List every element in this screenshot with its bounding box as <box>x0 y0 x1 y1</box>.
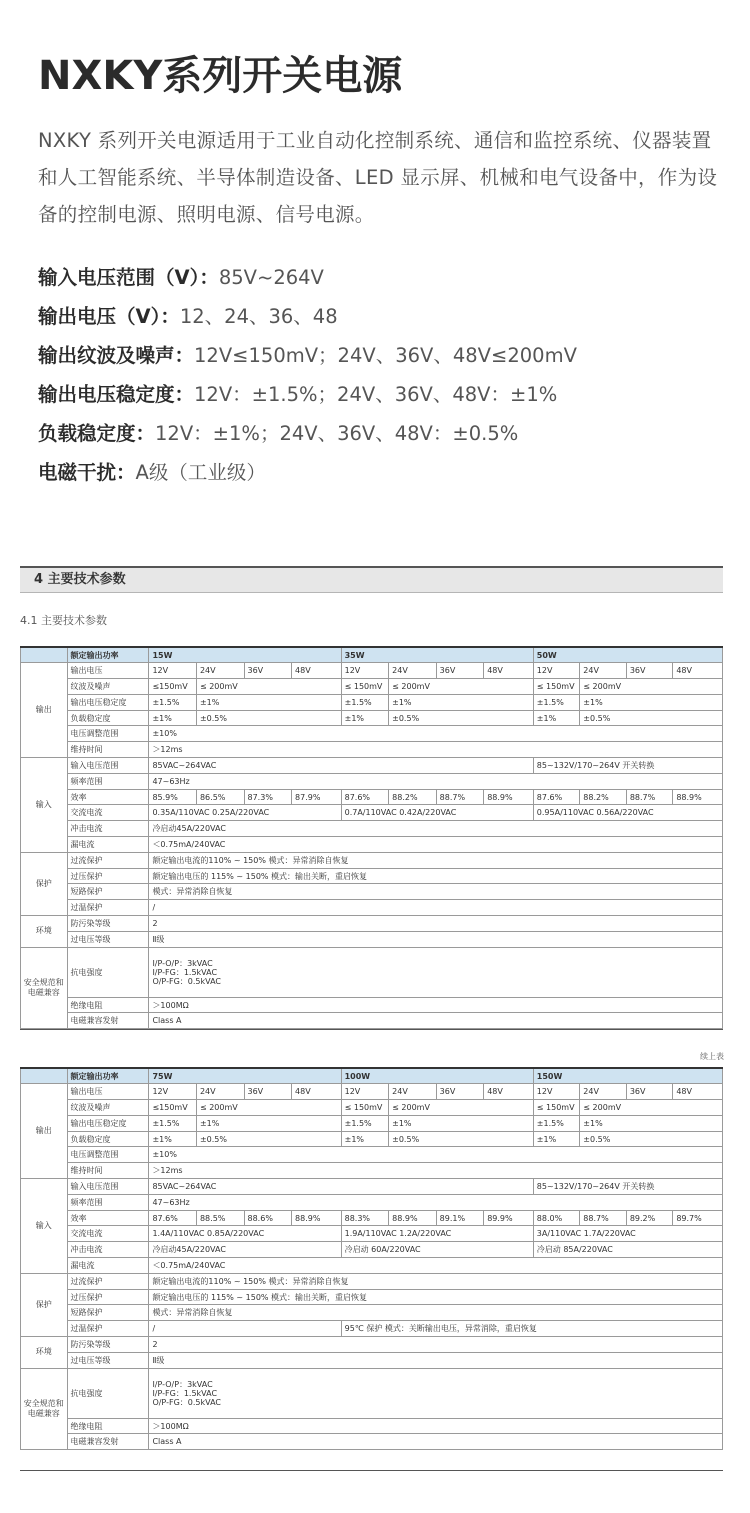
table-cell: 12V <box>533 1084 580 1100</box>
table-cell: ＜0.75mA/240VAC <box>149 837 723 853</box>
spec-value: 12、24、36、48 <box>179 305 338 328</box>
table-cell: 输出电压稳定度 <box>67 1115 149 1131</box>
table-cell: 过电压等级 <box>67 1352 149 1368</box>
table-cell: 12V <box>149 663 197 679</box>
table-row <box>21 884 723 900</box>
table-cell: 88.3% <box>341 1210 389 1226</box>
section-label: 保护 <box>21 852 68 915</box>
spec-value: 12V：±1.5%；24V、36V、48V：±1% <box>194 383 558 406</box>
table-cell: 89.7% <box>673 1210 723 1226</box>
table-end-rule <box>20 1029 723 1030</box>
table-cell: 87.6% <box>341 789 389 805</box>
spec-value: 12V≤150mV；24V、36V、48V≤200mV <box>194 344 577 367</box>
table-row <box>21 1210 723 1226</box>
table-cell: ≤150mV <box>149 1100 197 1116</box>
table-cell: ±1% <box>196 1115 341 1131</box>
table-cell: 模式：异常消除自恢复 <box>149 1305 723 1321</box>
table-cell: 36V <box>626 663 673 679</box>
table-cell: 负载稳定度 <box>67 1131 149 1147</box>
table-cell: 36V <box>436 1084 484 1100</box>
table-cell: ±1% <box>341 710 389 726</box>
table-cell: 交流电流 <box>67 805 149 821</box>
table-cell: 88.2% <box>580 789 627 805</box>
header-cell: 75W <box>149 1068 341 1084</box>
table-cell: 额定输出电压的 115% ~ 150% 模式：输出关断，重启恢复 <box>149 868 723 884</box>
table-cell: ±0.5% <box>580 1131 723 1147</box>
table-cell: 冷启动45A/220VAC <box>149 821 723 837</box>
table-cell: ≤ 200mV <box>389 1100 534 1116</box>
table-cell: ±1.5% <box>341 1115 389 1131</box>
table-cell: 维持时间 <box>67 1163 149 1179</box>
table-cell: 88.9% <box>389 1210 437 1226</box>
table-cell: ≤ 150mV <box>533 1100 580 1116</box>
table-cell: 电压调整范围 <box>67 1147 149 1163</box>
table-cell: 88.9% <box>292 1210 342 1226</box>
table-cell: 87.6% <box>533 789 580 805</box>
table-cell: 24V <box>580 1084 627 1100</box>
table-cell: 电压调整范围 <box>67 726 149 742</box>
table-cell: ±1.5% <box>149 1115 197 1131</box>
table-cell: 输出电压 <box>67 1084 149 1100</box>
table-row <box>21 852 723 868</box>
table-cell: 抗电强度 <box>67 1368 149 1418</box>
continued-label: 续上表 <box>700 1052 724 1061</box>
table-cell: Class A <box>149 1013 723 1029</box>
table-row <box>21 900 723 916</box>
table-cell: ±1.5% <box>533 1115 580 1131</box>
spec-table-2 <box>20 1067 723 1450</box>
section-label: 输入 <box>21 758 68 853</box>
table-cell: 3A/110VAC 1.7A/220VAC <box>533 1226 722 1242</box>
section-label: 安全规范和电磁兼容 <box>21 1368 68 1450</box>
table-cell: 1.4A/110VAC 0.85A/220VAC <box>149 1226 341 1242</box>
table-cell: 交流电流 <box>67 1226 149 1242</box>
table-row <box>21 1163 723 1179</box>
section-label: 安全规范和电磁兼容 <box>21 947 68 1029</box>
table-cell: 12V <box>341 1084 389 1100</box>
table-cell: 输入电压范围 <box>67 1179 149 1195</box>
table-cell: ±1.5% <box>341 694 389 710</box>
table-cell: 88.7% <box>580 1210 627 1226</box>
table-cell: 冷启动 85A/220VAC <box>533 1242 722 1258</box>
table-cell: 24V <box>196 1084 244 1100</box>
table-cell: 2 <box>149 1337 723 1353</box>
spec-label: 负载稳定度： <box>38 422 156 445</box>
section-label: 环境 <box>21 916 68 948</box>
section-header: 4 主要技术参数 <box>20 566 723 593</box>
table-cell: 88.7% <box>436 789 484 805</box>
table-cell: 纹波及噪声 <box>67 679 149 695</box>
table-cell: 过温保护 <box>67 900 149 916</box>
table-cell: ≤150mV <box>149 679 197 695</box>
table-row <box>21 868 723 884</box>
table-cell: 12V <box>341 663 389 679</box>
table-cell: 短路保护 <box>67 1305 149 1321</box>
table-row <box>21 1131 723 1147</box>
table-cell: 冷启动45A/220VAC <box>149 1242 341 1258</box>
table-cell: 电磁兼容发射 <box>67 1013 149 1029</box>
table-row <box>21 805 723 821</box>
table-cell: 过流保护 <box>67 1273 149 1289</box>
table-cell: ±1% <box>196 694 341 710</box>
table-cell: 冲击电流 <box>67 1242 149 1258</box>
table-cell: ＞12ms <box>149 1163 723 1179</box>
table-cell: 88.7% <box>626 789 673 805</box>
table-cell: / <box>149 900 723 916</box>
header-cell: 50W <box>533 647 722 663</box>
spec-value: 12V：±1%；24V、36V、48V：±0.5% <box>155 422 519 445</box>
table-row <box>21 1321 723 1337</box>
table-row <box>21 1418 723 1434</box>
table-row <box>21 1305 723 1321</box>
table-cell: 36V <box>244 663 292 679</box>
table-row <box>21 1100 723 1116</box>
table-row <box>21 997 723 1013</box>
table-cell: 12V <box>533 663 580 679</box>
table-cell: ±10% <box>149 726 723 742</box>
table-cell: / <box>149 1321 341 1337</box>
table-cell: 漏电流 <box>67 837 149 853</box>
table-cell: ≤ 150mV <box>533 679 580 695</box>
table-row <box>21 773 723 789</box>
table-cell: ±1% <box>149 710 197 726</box>
table-cell: 85VAC~264VAC <box>149 758 533 774</box>
table-cell: 48V <box>292 663 342 679</box>
spec-line <box>38 301 728 340</box>
table-cell: ≤ 200mV <box>580 1100 723 1116</box>
table-row <box>21 742 723 758</box>
table-row <box>21 1337 723 1353</box>
table-cell: ±1.5% <box>149 694 197 710</box>
table-cell: 输出电压稳定度 <box>67 694 149 710</box>
table-cell: 47~63Hz <box>149 773 723 789</box>
header-cell: 100W <box>341 1068 533 1084</box>
table-cell: 87.6% <box>149 1210 197 1226</box>
table-cell: ≤ 150mV <box>341 679 389 695</box>
table-cell: 额定输出电压的 115% ~ 150% 模式：输出关断，重启恢复 <box>149 1289 723 1305</box>
table-cell: 36V <box>626 1084 673 1100</box>
table-cell: 87.3% <box>244 789 292 805</box>
table-cell: 额定输出电流的110% ~ 150% 模式：异常消除自恢复 <box>149 852 723 868</box>
table-row <box>21 837 723 853</box>
section-label: 输出 <box>21 1084 68 1179</box>
spec-line <box>38 457 728 496</box>
table-row <box>21 1434 723 1450</box>
table-cell: 36V <box>244 1084 292 1100</box>
table-cell: 0.95A/110VAC 0.56A/220VAC <box>533 805 722 821</box>
table-row <box>21 1115 723 1131</box>
table-row <box>21 916 723 932</box>
table-cell: 频率范围 <box>67 1194 149 1210</box>
table-cell: ＜0.75mA/240VAC <box>149 1258 723 1274</box>
table-cell: 87.9% <box>292 789 342 805</box>
table-cell: ±1% <box>389 694 534 710</box>
table-cell: ≤ 200mV <box>389 679 534 695</box>
table-row <box>21 679 723 695</box>
table-cell: 额定输出电流的110% ~ 150% 模式：异常消除自恢复 <box>149 1273 723 1289</box>
table-row <box>21 931 723 947</box>
table-cell: 48V <box>484 663 534 679</box>
table-cell: 88.6% <box>244 1210 292 1226</box>
table-cell: 89.1% <box>436 1210 484 1226</box>
table-cell: 防污染等级 <box>67 916 149 932</box>
table-cell: I/P-O/P：3kVAC I/P-FG：1.5kVAC O/P-FG：0.5kVAC <box>149 947 723 997</box>
table-row <box>21 647 723 663</box>
table-row <box>21 1258 723 1274</box>
table-cell: ±0.5% <box>580 710 723 726</box>
table-row <box>21 663 723 679</box>
key-specs <box>38 262 728 496</box>
spec-line <box>38 418 728 457</box>
table-cell: 88.9% <box>673 789 723 805</box>
table-cell: ＞12ms <box>149 742 723 758</box>
table-cell: 24V <box>580 663 627 679</box>
table-cell: 85~132V/170~264V 开关转换 <box>533 1179 722 1195</box>
table-end-rule <box>20 1470 723 1471</box>
intro-paragraph: NXKY 系列开关电源适用于工业自动化控制系统、通信和监控系统、仪器装置和人工智能系统、半导体制造设备、LED 显示屏、机械和电气设备中，作为设备的控制电源、照明电源、信号电源。 <box>38 129 718 226</box>
table-row <box>21 726 723 742</box>
spec-label: 输入电压范围（V）： <box>38 266 219 289</box>
spec-label: 输出纹波及噪声： <box>38 344 195 367</box>
table-cell: 24V <box>196 663 244 679</box>
spec-label: 输出电压稳定度： <box>38 383 195 406</box>
table-cell: 0.35A/110VAC 0.25A/220VAC <box>149 805 341 821</box>
table-cell: 绝缘电阻 <box>67 1418 149 1434</box>
page-title: NXKY系列开关电源 <box>38 53 403 99</box>
table-cell: 维持时间 <box>67 742 149 758</box>
table-cell: ±1% <box>149 1131 197 1147</box>
table-row <box>21 821 723 837</box>
table-cell: 86.5% <box>196 789 244 805</box>
table-row <box>21 1368 723 1418</box>
table-cell: 频率范围 <box>67 773 149 789</box>
table-cell: 过温保护 <box>67 1321 149 1337</box>
table-cell: 85.9% <box>149 789 197 805</box>
table-row <box>21 1242 723 1258</box>
spec-line <box>38 379 728 418</box>
table-row <box>21 1179 723 1195</box>
table-cell: 85~132V/170~264V 开关转换 <box>533 758 722 774</box>
table-cell: 负载稳定度 <box>67 710 149 726</box>
table-cell: 1.9A/110VAC 1.2A/220VAC <box>341 1226 533 1242</box>
table-cell: 24V <box>389 663 437 679</box>
table-cell: 89.9% <box>484 1210 534 1226</box>
header-blank <box>21 647 68 663</box>
table-cell: ±1.5% <box>533 694 580 710</box>
table-row <box>21 1068 723 1084</box>
table-cell: 88.0% <box>533 1210 580 1226</box>
table-cell: 48V <box>673 1084 723 1100</box>
header-cell: 15W <box>149 647 341 663</box>
table-cell: 输出电压 <box>67 663 149 679</box>
spec-line <box>38 262 728 301</box>
table-row <box>21 694 723 710</box>
table-cell: 冲击电流 <box>67 821 149 837</box>
table-cell: Ⅱ级 <box>149 1352 723 1368</box>
table-cell: ±0.5% <box>389 1131 534 1147</box>
table-cell: 85VAC~264VAC <box>149 1179 533 1195</box>
table-cell: ±1% <box>533 710 580 726</box>
table-cell: Ⅱ级 <box>149 931 723 947</box>
section-label: 输入 <box>21 1179 68 1274</box>
table-cell: 过电压等级 <box>67 931 149 947</box>
table-cell: 24V <box>389 1084 437 1100</box>
table-row <box>21 1084 723 1100</box>
section-label: 保护 <box>21 1273 68 1336</box>
subsection-title: 4.1 主要技术参数 <box>20 614 107 627</box>
table-row <box>21 758 723 774</box>
table-cell: 模式：异常消除自恢复 <box>149 884 723 900</box>
table-cell: 89.2% <box>626 1210 673 1226</box>
table-cell: ±1% <box>533 1131 580 1147</box>
table-cell: 2 <box>149 916 723 932</box>
table-cell: 过压保护 <box>67 1289 149 1305</box>
table-cell: 过压保护 <box>67 868 149 884</box>
table-cell: 48V <box>484 1084 534 1100</box>
table-cell: 48V <box>292 1084 342 1100</box>
table-cell: ±1% <box>580 1115 723 1131</box>
table-cell: 效率 <box>67 1210 149 1226</box>
table-cell: 47~63Hz <box>149 1194 723 1210</box>
table-cell: 防污染等级 <box>67 1337 149 1353</box>
spec-table-1 <box>20 646 723 1029</box>
table-cell: 过流保护 <box>67 852 149 868</box>
table-cell: ±0.5% <box>196 1131 341 1147</box>
table-row <box>21 1194 723 1210</box>
table-cell: ±1% <box>389 1115 534 1131</box>
table-cell: 12V <box>149 1084 197 1100</box>
header-blank <box>21 1068 68 1084</box>
table-cell: ≤ 150mV <box>341 1100 389 1116</box>
table-cell: ±0.5% <box>389 710 534 726</box>
header-cell: 35W <box>341 647 533 663</box>
table-cell: ≤ 200mV <box>580 679 723 695</box>
table-cell: ±10% <box>149 1147 723 1163</box>
header-cell: 额定输出功率 <box>67 1068 149 1084</box>
table-cell: ＞100MΩ <box>149 997 723 1013</box>
section-label: 环境 <box>21 1337 68 1369</box>
table-cell: 88.5% <box>196 1210 244 1226</box>
table-cell: 漏电流 <box>67 1258 149 1274</box>
table-row <box>21 1352 723 1368</box>
table-cell: ±1% <box>341 1131 389 1147</box>
table-cell: ≤ 200mV <box>196 1100 341 1116</box>
table-cell: 95℃ 保护 模式：关断输出电压，异常消除，重启恢复 <box>341 1321 722 1337</box>
table-cell: Class A <box>149 1434 723 1450</box>
table-cell: 36V <box>436 663 484 679</box>
table-cell: 纹波及噪声 <box>67 1100 149 1116</box>
spec-label: 输出电压（V）： <box>38 305 180 328</box>
table-cell: 绝缘电阻 <box>67 997 149 1013</box>
table-cell: 88.9% <box>484 789 534 805</box>
table-cell: 电磁兼容发射 <box>67 1434 149 1450</box>
table-row <box>21 1273 723 1289</box>
table-row <box>21 1289 723 1305</box>
spec-value: 85V~264V <box>218 266 324 289</box>
header-cell: 额定输出功率 <box>67 647 149 663</box>
spec-line <box>38 340 728 379</box>
table-row <box>21 710 723 726</box>
table-cell: I/P-O/P：3kVAC I/P-FG：1.5kVAC O/P-FG：0.5kVAC <box>149 1368 723 1418</box>
table-row <box>21 1147 723 1163</box>
table-cell: 88.2% <box>389 789 437 805</box>
section-label: 输出 <box>21 663 68 758</box>
spec-label: 电磁干扰： <box>38 461 136 484</box>
table-cell: ±0.5% <box>196 710 341 726</box>
table-cell: ＞100MΩ <box>149 1418 723 1434</box>
table-cell: ≤ 200mV <box>196 679 341 695</box>
table-cell: 0.7A/110VAC 0.42A/220VAC <box>341 805 533 821</box>
table-cell: 冷启动 60A/220VAC <box>341 1242 533 1258</box>
table-row <box>21 1013 723 1029</box>
table-row <box>21 789 723 805</box>
table-row <box>21 1226 723 1242</box>
table-cell: 短路保护 <box>67 884 149 900</box>
header-cell: 150W <box>533 1068 722 1084</box>
table-cell: 抗电强度 <box>67 947 149 997</box>
table-cell: 48V <box>673 663 723 679</box>
table-cell: 效率 <box>67 789 149 805</box>
table-row <box>21 947 723 997</box>
table-cell: 输入电压范围 <box>67 758 149 774</box>
table-cell: ±1% <box>580 694 723 710</box>
spec-value: A级（工业级） <box>135 461 266 484</box>
